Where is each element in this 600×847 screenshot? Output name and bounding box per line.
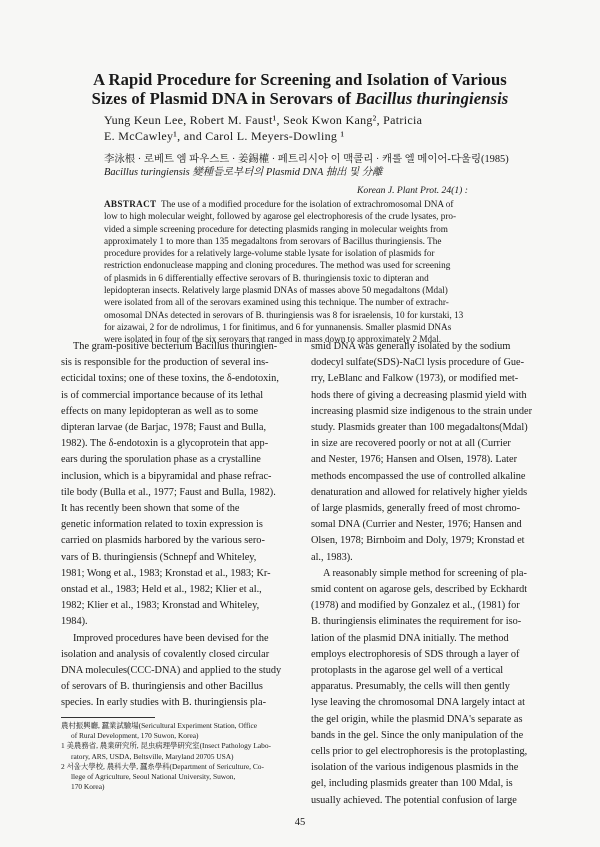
body-line: DNA molecules(CCC-DNA) and applied to the study xyxy=(61,665,282,677)
author-list xyxy=(104,112,524,144)
journal-reference: Korean J. Plant Prot. 24(1) : xyxy=(357,185,468,196)
body-line: isolation and analysis of covalently closed circular xyxy=(61,648,270,660)
abstract-heading: ABSTRACT xyxy=(104,199,157,209)
body-line: 1982). The δ-endotoxin is a glycoprotein that app- xyxy=(61,438,269,450)
body-line: methods encompassed the use of controlled alkaline xyxy=(311,470,526,482)
body-line: is of commercial importance because of its lethal xyxy=(61,389,264,401)
body-line: lation of the plasmid DNA initially. The method xyxy=(311,632,509,644)
body-line: vars of B. thuringiensis (Schnepf and Whiteley, xyxy=(61,551,257,563)
body-line: the gel origin, while the plasmid DNA's separate as xyxy=(311,713,523,725)
abstract-line: low to high molecular weight, followed by agarose gel electrophoresis of the crude lysates, pro- xyxy=(104,211,457,222)
title-line-2-prefix: Sizes of Plasmid DNA in Serovars of xyxy=(91,89,356,108)
body-line: lyse leaving the chromosomal DNA largely intact at xyxy=(311,697,525,709)
body-line: Olsen, 1978; Birnboim and Doly, 1979; Kronstad et xyxy=(311,535,525,547)
body-line: in size are recovered poorly or not at all (Currier xyxy=(311,438,511,450)
footnote-line: 1 美農務省, 農業硏究所, 昆虫病理學硏究室(Insect Pathology Labo- xyxy=(61,741,271,751)
abstract-line: were isolated in four of the six serovars that ranged in mass down to approximately 2 Mdal. xyxy=(104,334,442,345)
body-line: ecticidal toxins; one of these toxins, the δ-endotoxin, xyxy=(61,373,279,385)
abstract-line: omosomal DNAs detected in serovars of B. thuringiensis was 8 for israelensis, 10 for kurstaki, 13 xyxy=(104,309,464,320)
abstract-line: ABSTRACT The use of a modified procedure for the isolation of extrachromosomal DNA of xyxy=(104,199,454,209)
footnotes xyxy=(61,721,293,792)
korean-citation-line-1: 李泳根 · 로베트 엠 파우스트 · 姜錫權 · 페트리시아 이 맥콜리 · 캐롤 엘 메이어-다울링(1985) xyxy=(104,154,509,165)
footnote-line: 農村振興廳, 蠶業試驗場(Sericultural Experiment Station, Office xyxy=(61,721,258,730)
body-line: apparatus. Presumably, the cells will then gently xyxy=(311,681,510,693)
abstract-line: approximately 1 to more than 135 megadaltons from serovars of Bacillus thuringiensis. The xyxy=(104,235,442,246)
body-line: of serovars of B. thuringiensis and other Bacillus xyxy=(61,681,263,693)
body-line: cells prior to gel electrophoresis is the protoplasting, xyxy=(311,746,528,758)
body-line: 1984). xyxy=(61,616,88,628)
body-line: usually achieved. The potential confusion of large xyxy=(311,794,517,806)
body-line: A reasonably simple method for screening of pla- xyxy=(323,567,527,579)
body-line: bands in the gel. Since the only manipulation of the xyxy=(311,729,524,741)
body-line: protoplasts in the agarose gel well of a vertical xyxy=(311,665,504,677)
body-line: inclusion, which is a bipyramidal and phase refrac- xyxy=(61,470,272,482)
body-line: The gram-positive becterium Bacillus thuringien- xyxy=(73,341,278,352)
abstract-line: restriction endonuclease mapping and cloning procedures. The method was used for screening xyxy=(104,260,451,271)
body-line: hods there of giving a decreasing plasmid yield with xyxy=(311,389,527,401)
korean-title-line: Bacillus turingiensis 變種들로부터의 Plasmid DNA 抽出 및 分離 xyxy=(104,167,383,178)
abstract-line: were isolated from all of the serovars examined using this technique. The number of extrachr- xyxy=(104,297,449,308)
footnote-line: 170 Korea) xyxy=(71,782,105,792)
body-line: carried on plasmids harbored by the various sero- xyxy=(61,535,265,547)
body-line: rry, LeBlanc and Falkow (1973), or modified met- xyxy=(311,373,519,385)
body-line: sis is responsible for the production of several ins- xyxy=(61,357,269,369)
title-line-1: A Rapid Procedure for Screening and Isolation of Various xyxy=(93,70,507,89)
body-line: smid content on agarose gels, described by Eckhardt xyxy=(311,584,528,596)
body-line: study. Plasmids greater than 100 megadaltons(Mdal) xyxy=(311,422,528,434)
abstract-line: procedure provides for a relatively large-volume stable lysate for isolation of plasmids for xyxy=(104,248,435,259)
abstract-line: lepidopteran insects. Relatively large plasmid DNAs of masses above 50 megadaltons (Mdal) xyxy=(104,285,448,296)
body-line: (1978) and modified by Gonzalez et al., (1981) for xyxy=(311,600,520,612)
body-line: gel, including plasmids greater than 100 Mdal, is xyxy=(311,778,513,790)
body-line: 1981; Wong et al., 1983; Kronstad et al., 1983; Kr- xyxy=(61,567,271,579)
body-line: species. In early studies with B. thuringiensis pla- xyxy=(61,697,267,709)
body-line: ears during the sporulation phase as a crystalline xyxy=(61,454,261,466)
body-line: al., 1983). xyxy=(311,551,353,563)
footnote-line: of Rural Development, 170 Suwon, Korea) xyxy=(71,731,199,741)
author-line-1: Yung Keun Lee, Robert M. Faust¹, Seok Kwon Kang², Patricia xyxy=(104,113,423,127)
abstract xyxy=(104,198,520,346)
korean-citation xyxy=(104,153,524,179)
body-line: tile body (Bulla et al., 1977; Faust and Bulla, 1982). xyxy=(61,486,276,498)
title-line-2 xyxy=(60,89,540,108)
footnote-divider xyxy=(61,717,155,718)
body-line: increasing plasmid size indigenous to the strain under xyxy=(311,405,533,417)
abstract-line: of plasmids in 6 differentially effective serovars of B. thuringiensis toxic to dipteran and xyxy=(104,272,429,283)
body-line: of large plasmids, generally freed of most chromo- xyxy=(311,503,521,515)
body-line: Improved procedures have been devised for the xyxy=(73,632,269,644)
paper-title xyxy=(60,70,540,108)
body-line: somal DNA (Currier and Nester, 1976; Hansen and xyxy=(311,519,522,531)
footnote-line: llege of Agriculture, Seoul National University, Suwon, xyxy=(71,772,236,782)
footnote-line: ratory, ARS, USDA, Beltsville, Maryland 20705 USA) xyxy=(71,751,234,761)
footnote-line: 2 서울大學校, 農科大學, 蠶糸學科(Department of Sericulture, Co- xyxy=(61,761,264,771)
body-line: onstad et al., 1983; Held et al., 1982; Klier et al., xyxy=(61,584,262,596)
title-species: Bacillus thuringiensis xyxy=(355,89,509,108)
body-line: It has recently been shown that some of the xyxy=(61,503,240,515)
abstract-line: vided a simple screening procedure for detecting plasmids ranging in molecular weights from xyxy=(104,223,448,234)
body-line: dipteran larvae (de Barjac, 1978; Faust and Bulla, xyxy=(61,422,267,434)
body-line: smid DNA was generally isolated by the sodium xyxy=(311,341,511,352)
body-column-right xyxy=(311,339,543,809)
body-line: effects on many lepidopteran as well as to some xyxy=(61,405,259,417)
body-column-left xyxy=(61,339,293,712)
body-line: B. thuringiensis eliminates the requirement for iso- xyxy=(311,616,522,628)
body-line: denaturation and allowed for relatively higher yields xyxy=(311,486,528,498)
abstract-line: for aizawai, 2 for de ndrolimus, 1 for finitimus, and 6 for yunnanensis. Smaller plasmid DNAs xyxy=(104,321,452,332)
body-line: genetic information related to toxin expression is xyxy=(61,519,263,531)
body-line: employs electrophoresis of SDS through a layer of xyxy=(311,648,520,660)
body-line: 1982; Klier et al., 1983; Kronstad and Whiteley, xyxy=(61,600,260,612)
page-number: 45 xyxy=(294,817,306,828)
author-line-2: E. McCawley¹, and Carol L. Meyers-Dowling ¹ xyxy=(104,129,345,143)
body-line: and Nester, 1976; Hansen and Olsen, 1978). Later xyxy=(311,454,518,466)
body-line: dodecyl sulfate(SDS)-NaCl lysis procedure of Gue- xyxy=(311,357,525,369)
body-line: isolation of the various indigenous plasmids in the xyxy=(311,762,519,774)
